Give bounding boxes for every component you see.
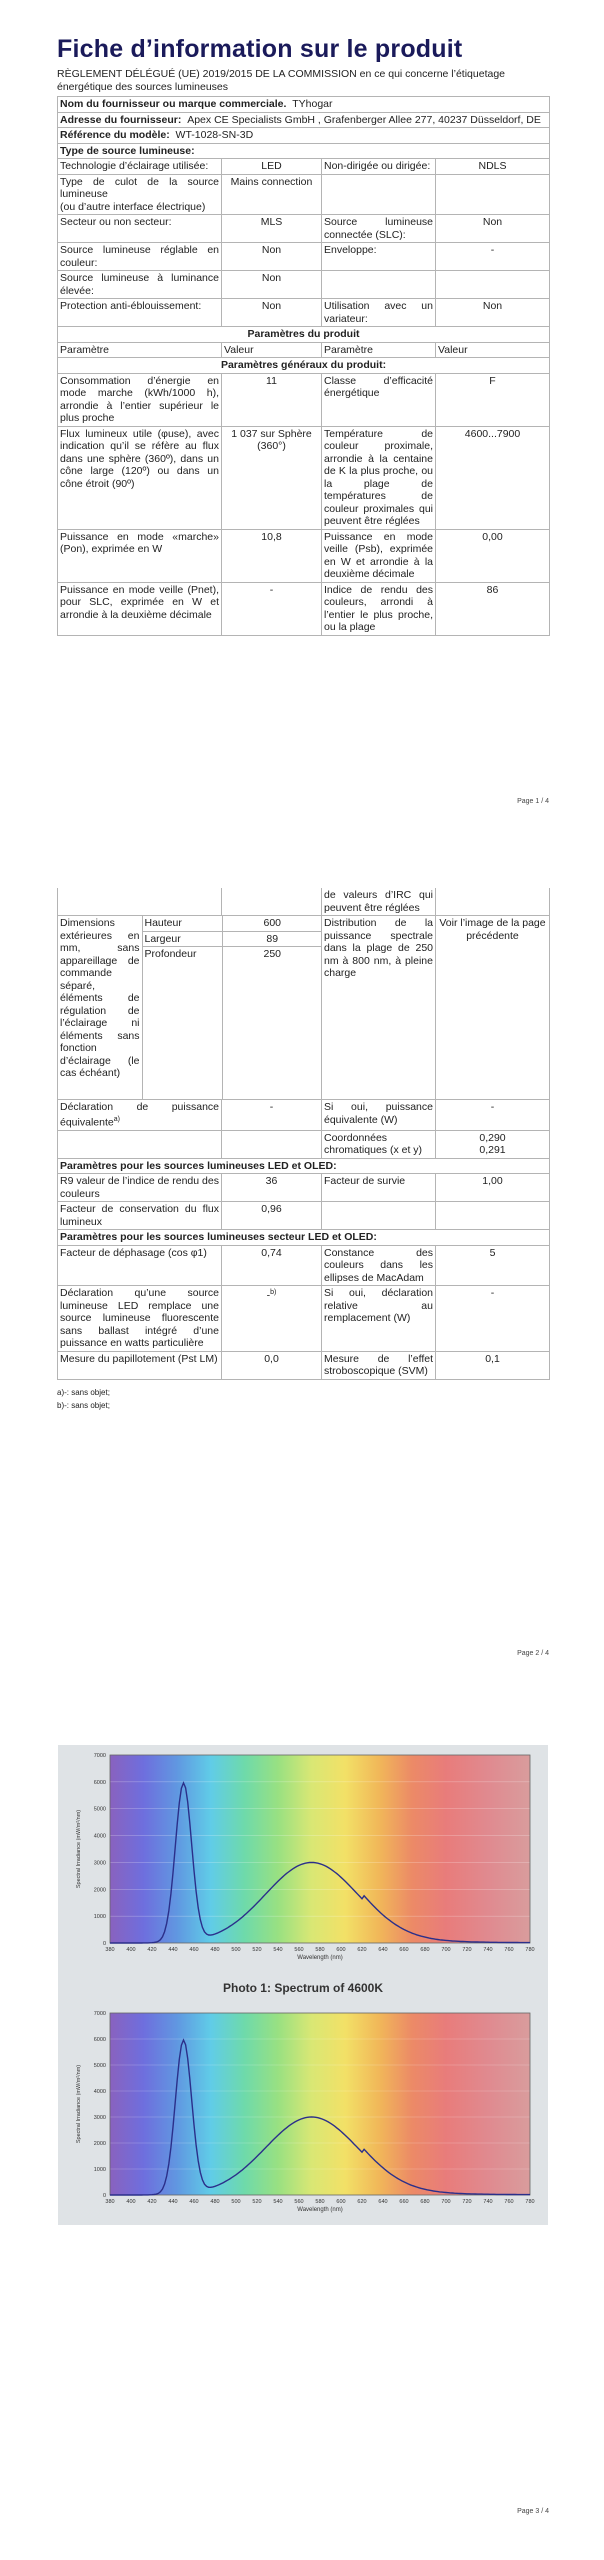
param-label: Consommation d’énergie en mode marche (kWh/1000 h), arrondie à l’entier supérieur le plus proche — [58, 373, 222, 426]
x-tick-label: 420 — [147, 1947, 157, 1953]
spd-label: Distribution de la puissance spectrale dans la plage de 250 nm à 800 nm, à pleine charge — [322, 916, 436, 1100]
y-tick-label: 1000 — [93, 2167, 106, 2173]
x-tick-label: 700 — [441, 1947, 451, 1953]
param-value: 0,0 — [222, 1351, 322, 1379]
footnote-a-marker: a) — [113, 1115, 120, 1123]
param-header-row — [58, 342, 550, 358]
general-rows — [58, 373, 550, 635]
mains-row — [58, 1286, 550, 1352]
x-tick-label: 720 — [462, 2199, 472, 2205]
param-value: MLS — [222, 215, 322, 243]
y-tick-label: 5000 — [93, 2063, 106, 2069]
spectrum-chart-top — [58, 1745, 548, 1973]
param-value — [436, 271, 550, 299]
address-label: Adresse du fournisseur: — [60, 113, 182, 126]
param-label: Température de couleur proximale, arrondie à la centaine de K la plus proche, ou la plage de températures de couleur proximales qui peuvent être réglées — [322, 426, 436, 529]
x-tick-label: 640 — [378, 1947, 388, 1953]
x-tick-label: 440 — [168, 1947, 178, 1953]
x-tick-label: 440 — [168, 2199, 178, 2205]
y-tick-label: 4000 — [93, 1833, 106, 1840]
y-tick-label: 6000 — [93, 1779, 106, 1786]
footnotes — [57, 1386, 549, 1412]
param-label: Constance des couleurs dans les ellipses de MacAdam — [322, 1245, 436, 1286]
y-tick-label: 0 — [102, 2193, 106, 2199]
param-value: 11 — [222, 373, 322, 426]
param-label: Mesure de l’effet stroboscopique (SVM) — [322, 1351, 436, 1379]
param-label: Secteur ou non secteur: — [58, 215, 222, 243]
product-info-table-continued — [57, 888, 550, 1380]
x-tick-label: 560 — [294, 2199, 304, 2205]
param-label: Protection anti-éblouissement: — [58, 299, 222, 327]
x-tick-label: 480 — [210, 1947, 220, 1953]
source-type-heading: Type de source lumineuse: — [58, 143, 550, 159]
param-label — [322, 1202, 436, 1230]
param-value: 0,96 — [222, 1202, 322, 1230]
param-value: 0,1 — [436, 1351, 550, 1379]
led-param-row — [58, 1202, 550, 1230]
param-value: Non — [222, 243, 322, 271]
y-axis-label: Spectral Irradiance (mW/m²/nm) — [76, 1809, 82, 1889]
document-title: Fiche d’information sur le produit — [57, 35, 463, 63]
param-label: Enveloppe: — [322, 243, 436, 271]
footnote-b: b)-: sans objet; — [57, 1400, 110, 1410]
x-tick-label: 480 — [210, 2199, 220, 2205]
x-tick-label: 660 — [399, 2199, 409, 2205]
mains-row — [58, 1245, 550, 1286]
page-1-footer: Page 1 / 4 — [517, 798, 549, 805]
x-tick-label: 680 — [420, 2199, 430, 2205]
param-header: Paramètre — [322, 342, 436, 358]
param-value: Non — [222, 299, 322, 327]
param-value: 1 037 sur Sphère (360°) — [222, 426, 322, 529]
y-tick-label: 2000 — [93, 2141, 106, 2147]
source-type-row — [58, 271, 550, 299]
y-axis-label: Spectral Irradiance (mW/m²/nm) — [76, 2064, 82, 2144]
y-tick-label: 7000 — [93, 1753, 106, 1759]
dim-value: 89 — [222, 931, 322, 947]
led-rows — [58, 1174, 550, 1230]
spectrum-photo-block — [58, 1745, 548, 2225]
footnote-b-marker: b) — [270, 1289, 277, 1296]
param-value: F — [436, 373, 550, 426]
param-value: - — [436, 1286, 550, 1352]
param-label: Facteur de déphasage (cos φ1) — [58, 1245, 222, 1286]
x-tick-label: 700 — [441, 2199, 451, 2205]
x-tick-label: 740 — [483, 2199, 493, 2205]
decl-row — [58, 1100, 550, 1131]
x-tick-label: 540 — [273, 1947, 283, 1953]
model-row — [58, 128, 550, 144]
general-param-row — [58, 426, 550, 529]
param-value: - — [266, 1289, 271, 1302]
y-tick-label: 0 — [102, 1941, 106, 1947]
source-type-row — [58, 174, 550, 215]
dim-name: Largeur — [142, 931, 222, 947]
param-value: 5 — [436, 1245, 550, 1286]
x-tick-label: 560 — [294, 1947, 304, 1953]
equiv-power-w-label: Si oui, puissance équivalente (W) — [322, 1100, 436, 1131]
param-label: Classe d’efficacité énergétique — [322, 373, 436, 426]
x-tick-label: 580 — [315, 2199, 325, 2205]
param-label: Si oui, déclaration relative au remplacement (W) — [322, 1286, 436, 1352]
spd-value: Voir l’image de la page précédente — [436, 916, 550, 1100]
x-tick-label: 500 — [231, 2199, 241, 2205]
param-value: 0,00 — [436, 529, 550, 582]
regulation-text: RÈGLEMENT DÉLÉGUÉ (UE) 2019/2015 DE LA COMMISSION en ce qui concerne l’étiquetage énergétique des sources lumineuses — [57, 68, 506, 93]
param-label: Source lumineuse connectée (SLC): — [322, 215, 436, 243]
led-param-row — [58, 1174, 550, 1202]
param-label: Facteur de conservation du flux lumineux — [58, 1202, 222, 1230]
x-tick-label: 420 — [147, 2199, 157, 2205]
page-1 — [57, 34, 549, 636]
y-tick-label: 1000 — [93, 1914, 106, 1921]
y-tick-label: 6000 — [93, 2037, 106, 2043]
page-2 — [57, 888, 549, 1412]
value-header: Valeur — [436, 342, 550, 358]
x-tick-label: 500 — [231, 1947, 241, 1953]
param-value — [436, 174, 550, 215]
param-label: Flux lumineux utile (φuse), avec indication qu’il se réfère au flux dans une sphère (360º), dans un cône large (120º) ou dans un cône étroit (90º) — [58, 426, 222, 529]
x-tick-label: 680 — [420, 1947, 430, 1953]
chroma-row — [58, 1130, 550, 1158]
param-value: - — [222, 582, 322, 635]
x-tick-label: 720 — [462, 1947, 472, 1953]
dim-name: Hauteur — [142, 916, 222, 931]
page-2-footer: Page 2 / 4 — [517, 1650, 549, 1657]
x-tick-label: 580 — [315, 1947, 325, 1953]
x-tick-label: 380 — [105, 2199, 115, 2205]
param-value: 86 — [436, 582, 550, 635]
x-tick-label: 460 — [189, 2199, 199, 2205]
param-label: Source lumineuse à luminance élevée: — [58, 271, 222, 299]
param-value: 0,74 — [222, 1245, 322, 1286]
param-value: Mains connection — [222, 174, 322, 215]
param-value: 1,00 — [436, 1174, 550, 1202]
param-value: 10,8 — [222, 529, 322, 582]
x-tick-label: 460 — [189, 1947, 199, 1953]
y-tick-label: 3000 — [93, 2115, 106, 2121]
x-tick-label: 620 — [357, 2199, 367, 2205]
param-value: Non — [436, 215, 550, 243]
x-tick-label: 540 — [273, 2199, 283, 2205]
dimensions-subtable — [58, 916, 322, 1099]
param-value: 36 — [222, 1174, 322, 1202]
param-label: Facteur de survie — [322, 1174, 436, 1202]
mains-row — [58, 1351, 550, 1379]
dim-value: 600 — [222, 916, 322, 931]
mains-heading: Paramètres pour les sources lumineuses secteur LED et OLED: — [58, 1230, 550, 1246]
x-tick-label: 620 — [357, 1947, 367, 1953]
x-tick-label: 760 — [504, 2199, 514, 2205]
model-label: Référence du modèle: — [60, 129, 170, 141]
param-header: Paramètre — [58, 342, 222, 358]
photo-caption: Photo 1: Spectrum of 4600K — [222, 1981, 384, 1995]
source-type-row — [58, 299, 550, 327]
x-axis-label: Wavelength (nm) — [297, 2207, 343, 2213]
x-tick-label: 780 — [525, 1947, 535, 1953]
supplier-label: Nom du fournisseur ou marque commerciale. — [60, 98, 287, 110]
equiv-power-w-value: - — [436, 1100, 550, 1131]
general-param-row — [58, 582, 550, 635]
x-tick-label: 780 — [525, 2199, 535, 2205]
x-tick-label: 380 — [105, 1947, 115, 1953]
x-tick-label: 600 — [336, 1947, 346, 1953]
param-value: Non — [436, 299, 550, 327]
model-value: WT-1028-SN-3D — [175, 129, 254, 141]
param-label: Utilisation avec un variateur: — [322, 299, 436, 327]
param-label: Puissance en mode veille (Pnet), pour SLC, exprimée en W et arrondie à la deuxième décimale — [58, 582, 222, 635]
param-label — [322, 271, 436, 299]
chroma-value: 0,290 0,291 — [436, 1130, 550, 1158]
spectrum-background — [110, 1755, 530, 1943]
param-label: Technologie d’éclairage utilisée: — [58, 159, 222, 175]
y-tick-label: 4000 — [93, 2089, 106, 2095]
param-label: Non-dirigée ou dirigée: — [322, 159, 436, 175]
param-label — [322, 174, 436, 215]
param-label: Type de culot de la source lumineuse (ou d’autre interface électrique) — [58, 174, 222, 215]
equiv-power-label: Déclaration de puissance équivalente — [60, 1101, 219, 1128]
params-heading: Paramètres du produit — [58, 327, 550, 343]
supplier-row — [58, 97, 550, 113]
param-label: Déclaration qu’une source lumineuse LED remplace une source lumineuse fluorescente sans ballast intégré d’une puissance en watts particulière — [58, 1286, 222, 1352]
param-value: NDLS — [436, 159, 550, 175]
source-type-rows — [58, 159, 550, 327]
x-tick-label: 740 — [483, 1947, 493, 1953]
x-tick-label: 400 — [126, 2199, 136, 2205]
x-tick-label: 640 — [378, 2199, 388, 2205]
source-type-row — [58, 159, 550, 175]
spectrum-background — [110, 2013, 530, 2195]
x-tick-label: 600 — [336, 2199, 346, 2205]
param-value: - — [436, 243, 550, 271]
continued-row — [58, 888, 550, 916]
supplier-value: TYhogar — [292, 98, 333, 110]
x-axis-label: Wavelength (nm) — [297, 1955, 343, 1961]
param-label: Puissance en mode «marche» (Pon), exprimée en W — [58, 529, 222, 582]
param-label: Indice de rendu des couleurs, arrondi à l’entier le plus proche, ou la plage — [322, 582, 436, 635]
general-param-row — [58, 529, 550, 582]
param-value: Non — [222, 271, 322, 299]
x-tick-label: 520 — [252, 2199, 262, 2205]
address-value: Apex CE Specialists GmbH , Grafenberger Allee 277, 40237 Düsseldorf, DE — [187, 113, 541, 126]
source-type-row — [58, 215, 550, 243]
footnote-a: a)-: sans objet; — [57, 1387, 110, 1397]
param-label: Mesure du papillotement (Pst LM) — [58, 1351, 222, 1379]
dimensions-label: Dimensions extérieures en mm, sans appareillage de commande séparé, éléments de régulation de l’éclairage ni éléments sans fonction d’éclairage (le cas échéant) — [58, 916, 142, 1099]
dim-name: Profondeur — [142, 947, 222, 1100]
address-row — [58, 112, 550, 128]
cri-continuation: de valeurs d’IRC qui peuvent être réglées — [322, 888, 436, 916]
spectrum-chart-bottom — [58, 2003, 548, 2225]
chroma-label: Coordonnées chromatiques (x et y) — [322, 1130, 436, 1158]
param-value: 4600...7900 — [436, 426, 550, 529]
x-tick-label: 660 — [399, 1947, 409, 1953]
y-tick-label: 7000 — [93, 2011, 106, 2017]
param-value: LED — [222, 159, 322, 175]
value-header: Valeur — [222, 342, 322, 358]
general-param-row — [58, 373, 550, 426]
x-tick-label: 760 — [504, 1947, 514, 1953]
y-tick-label: 2000 — [93, 1887, 106, 1894]
dimensions-row — [58, 916, 550, 1100]
general-heading: Paramètres généraux du produit: — [58, 358, 550, 374]
led-heading: Paramètres pour les sources lumineuses LED et OLED: — [58, 1158, 550, 1174]
dim-value: 250 — [222, 947, 322, 1100]
x-tick-label: 400 — [126, 1947, 136, 1953]
param-label: Source lumineuse réglable en couleur: — [58, 243, 222, 271]
y-tick-label: 5000 — [93, 1806, 106, 1813]
x-tick-label: 520 — [252, 1947, 262, 1953]
y-tick-label: 3000 — [93, 1860, 106, 1867]
product-info-table — [57, 96, 550, 636]
param-label: Puissance en mode veille (Psb), exprimée en W et arrondie à la deuxième décimale — [322, 529, 436, 582]
source-type-row — [58, 243, 550, 271]
page-3-footer: Page 3 / 4 — [517, 2508, 549, 2515]
param-label: R9 valeur de l’indice de rendu des couleurs — [58, 1174, 222, 1202]
equiv-power-value: - — [222, 1100, 322, 1131]
param-value — [436, 1202, 550, 1230]
